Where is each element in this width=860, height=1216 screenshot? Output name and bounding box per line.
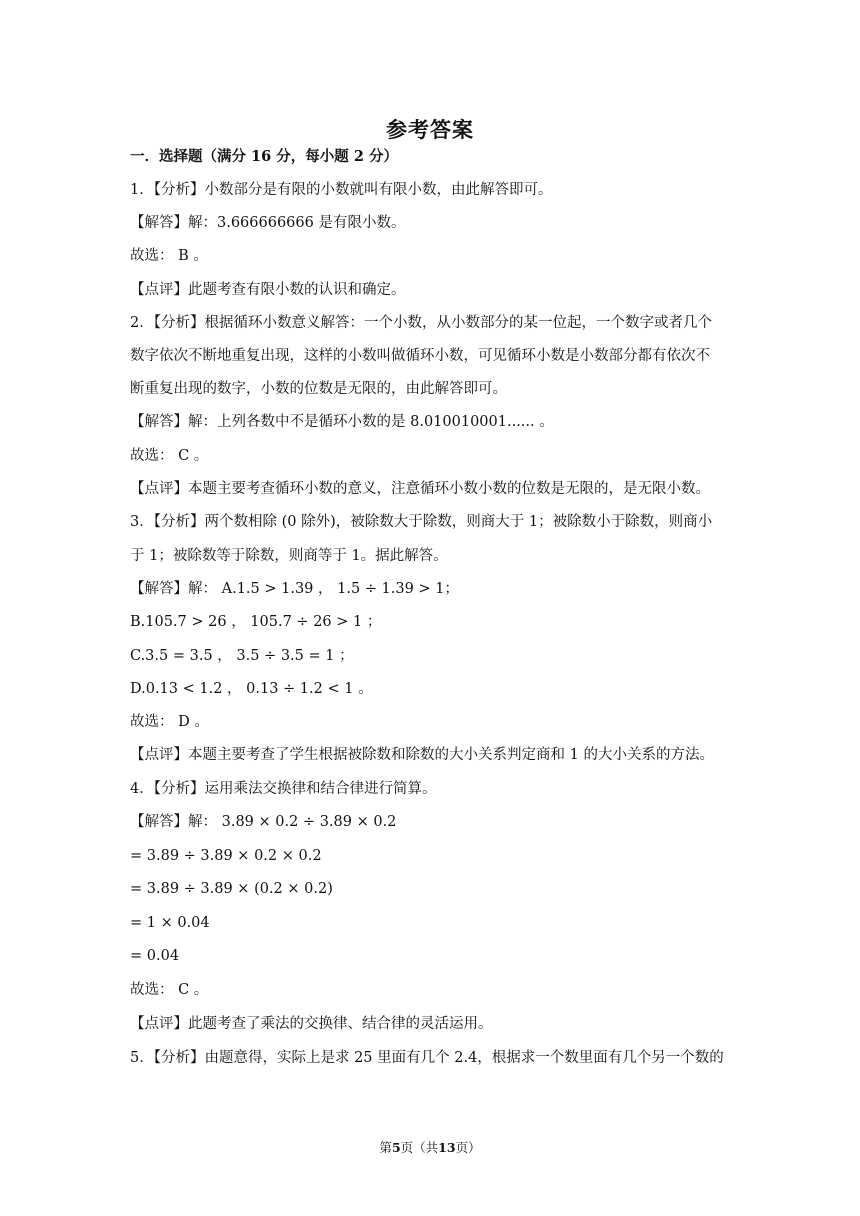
text-line: 故选： C 。: [130, 448, 209, 464]
text-line: 5．【分析】由题意得，实际上是求 25 里面有几个 2.4，根据求一个数里面有几个另一个数的: [130, 1050, 724, 1066]
section-heading: 一．选择题（满分 16 分，每小题 2 分）: [130, 148, 398, 165]
footer-total-pages: 13: [438, 1140, 456, 1155]
text-line: = 3.89 ÷ 3.89 × (0.2 × 0.2): [130, 881, 333, 897]
text-line: = 3.89 ÷ 3.89 × 0.2 × 0.2: [130, 848, 322, 864]
text-line: 2．【分析】根据循环小数意义解答：一个小数，从小数部分的某一位起，一个数字或者几个: [130, 315, 712, 331]
text-line: 【点评】本题主要考查循环小数的意义，注意循环小数小数的位数是无限的，是无限小数。: [130, 481, 710, 497]
text-line: 故选： C 。: [130, 982, 209, 998]
footer-suffix: 页）: [455, 1140, 481, 1155]
text-line: 数字依次不断地重复出现，这样的小数叫做循环小数，可见循环小数是小数部分都有依次不: [130, 348, 710, 364]
text-line: D.0.13 < 1.2 ， 0.13 ÷ 1.2 < 1 。: [130, 681, 373, 697]
text-line: C.3.5 = 3.5 ， 3.5 ÷ 3.5 = 1 ；: [130, 648, 354, 664]
text-line: 【点评】此题考查了乘法的交换律、结合律的灵活运用。: [130, 1016, 493, 1032]
text-line: 4．【分析】运用乘法交换律和结合律进行简算。: [130, 781, 437, 797]
footer-middle: 页（共: [400, 1140, 439, 1155]
text-line: 故选： B 。: [130, 248, 208, 264]
text-line: 【解答】解：3.666666666 是有限小数。: [130, 215, 406, 231]
text-line: 【点评】此题考查有限小数的认识和确定。: [130, 282, 406, 298]
footer-prefix: 第: [379, 1140, 392, 1155]
text-line: 【点评】本题主要考查了学生根据被除数和除数的大小关系判定商和 1 的大小关系的方法。: [130, 747, 714, 763]
text-line: 【解答】解： 3.89 × 0.2 ÷ 3.89 × 0.2: [130, 814, 397, 830]
footer-page-number: 5: [391, 1140, 401, 1155]
text-line: 3．【分析】两个数相除 (0 除外)，被除数大于除数，则商大于 1；被除数小于除数，则商小: [130, 514, 713, 530]
page-footer: [0, 1138, 860, 1156]
text-line: 【解答】解：上列各数中不是循环小数的是 8.010010001...... 。: [130, 414, 554, 430]
text-line: 【解答】解： A.1.5 > 1.39 ， 1.5 ÷ 1.39 > 1；: [130, 581, 459, 597]
text-line: = 1 × 0.04: [130, 915, 210, 931]
text-line: = 0.04: [130, 948, 180, 964]
text-line: 于 1；被除数等于除数，则商等于 1。据此解答。: [130, 548, 448, 564]
text-line: B.105.7 > 26 ， 105.7 ÷ 26 > 1 ；: [130, 614, 382, 630]
text-line: 1．【分析】小数部分是有限的小数就叫有限小数，由此解答即可。: [130, 182, 553, 198]
text-line: 断重复出现的数字，小数的位数是无限的，由此解答即可。: [130, 381, 507, 397]
text-line: 故选： D 。: [130, 714, 209, 730]
page-title: 参考答案: [386, 117, 474, 142]
